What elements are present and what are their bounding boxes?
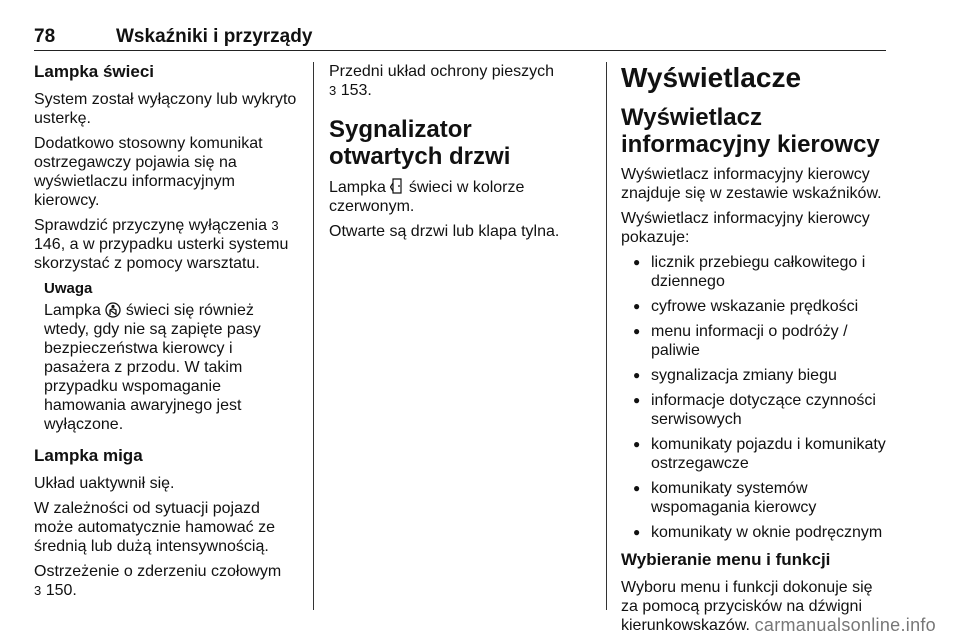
paragraph: Wyświetlacz informacyjny kierowcy znajduje się w zestawie wskaźników. xyxy=(621,166,882,202)
reference-arrow-icon: 3 xyxy=(34,583,42,598)
list-item: ● komunikaty w oknie podręcznym xyxy=(621,523,891,542)
page-header xyxy=(34,24,886,51)
list-item: ● informacje dotyczące czynności serwisowych xyxy=(621,391,891,429)
page-reference[interactable]: 146 xyxy=(34,236,61,253)
list-item: ● komunikaty systemów wspomagania kierowcy xyxy=(621,479,891,517)
note-text: Lampka świeci się również wtedy, gdy nie są zapięte pasy bezpieczeństwa kierowcy i pasażera z przodu. W takim przypadku wspomaganie hamowania awaryjnego jest wyłączone. xyxy=(44,302,261,433)
paragraph: W zależności od sytuacji pojazd może automatycznie hamować ze średnią lub dużą intensywnością. xyxy=(34,500,275,555)
paragraph: System został wyłączony lub wykryto usterkę. xyxy=(34,91,297,127)
column-3 xyxy=(621,62,891,641)
chapter-title: Wskaźniki i przyrządy xyxy=(116,26,313,47)
heading-lamp-blink: Lampka miga xyxy=(34,446,143,465)
reference-arrow-icon: 3 xyxy=(329,83,337,98)
list-item: ● sygnalizacja zmiany biegu xyxy=(621,366,891,385)
paragraph: Układ uaktywnił się. xyxy=(34,475,175,492)
display-features-list xyxy=(621,253,891,542)
paragraph: Sprawdzić przyczynę wyłączenia 3 146, a w przypadku usterki systemu skorzystać z pomocy warsztatu. xyxy=(34,217,289,272)
column-divider xyxy=(606,62,607,610)
page-reference[interactable]: 150. xyxy=(45,582,77,599)
paragraph: Wyświetlacz informacyjny kierowcy pokazuje: xyxy=(621,210,870,246)
page-number: 78 xyxy=(34,26,56,47)
page-reference[interactable]: 153. xyxy=(340,82,372,99)
list-item: ● licznik przebiegu całkowitego i dziennego xyxy=(621,253,891,291)
column-divider xyxy=(313,62,314,610)
seatbelt-warning-icon xyxy=(105,302,121,318)
list-item: ● menu informacji o podróży / paliwie xyxy=(621,322,891,360)
reference-arrow-icon: 3 xyxy=(271,218,279,233)
list-item: ● komunikaty pojazdu i komunikaty ostrzegawcze xyxy=(621,435,891,473)
heading-menu-selection: Wybieranie menu i funkcji xyxy=(621,550,831,569)
column-1 xyxy=(34,62,302,606)
paragraph: Dodatkowo stosowny komunikat ostrzegawczy pojawia się na wyświetlaczu informacyjnym kierowcy. xyxy=(34,135,263,209)
door-open-icon xyxy=(390,177,404,195)
paragraph: Wyboru menu i funkcji dokonuje się za pomocą przycisków na dźwigni kierunkowskazów. xyxy=(621,579,873,634)
heading-door-indicator: Sygnalizator otwartych drzwi xyxy=(329,116,511,170)
heading-lamp-on: Lampka świeci xyxy=(34,62,155,81)
heading-displays: Wyświetlacze xyxy=(621,62,802,93)
list-item: ● cyfrowe wskazanie prędkości xyxy=(621,297,891,316)
paragraph: Ostrzeżenie o zderzeniu czołowym 3 150. xyxy=(34,563,282,599)
paragraph: Otwarte są drzwi lub klapa tylna. xyxy=(329,223,560,240)
note-box xyxy=(44,279,302,434)
paragraph: Lampka świeci w kolorze czerwonym. xyxy=(329,179,525,215)
column-2 xyxy=(329,62,591,247)
paragraph: Przedni układ ochrony pieszych 3 153. xyxy=(329,63,555,99)
heading-driver-info-display: Wyświetlacz informacyjny kierowcy xyxy=(621,104,880,158)
note-title: Uwaga xyxy=(44,280,93,297)
watermark: carmanualsonline.info xyxy=(754,615,936,635)
